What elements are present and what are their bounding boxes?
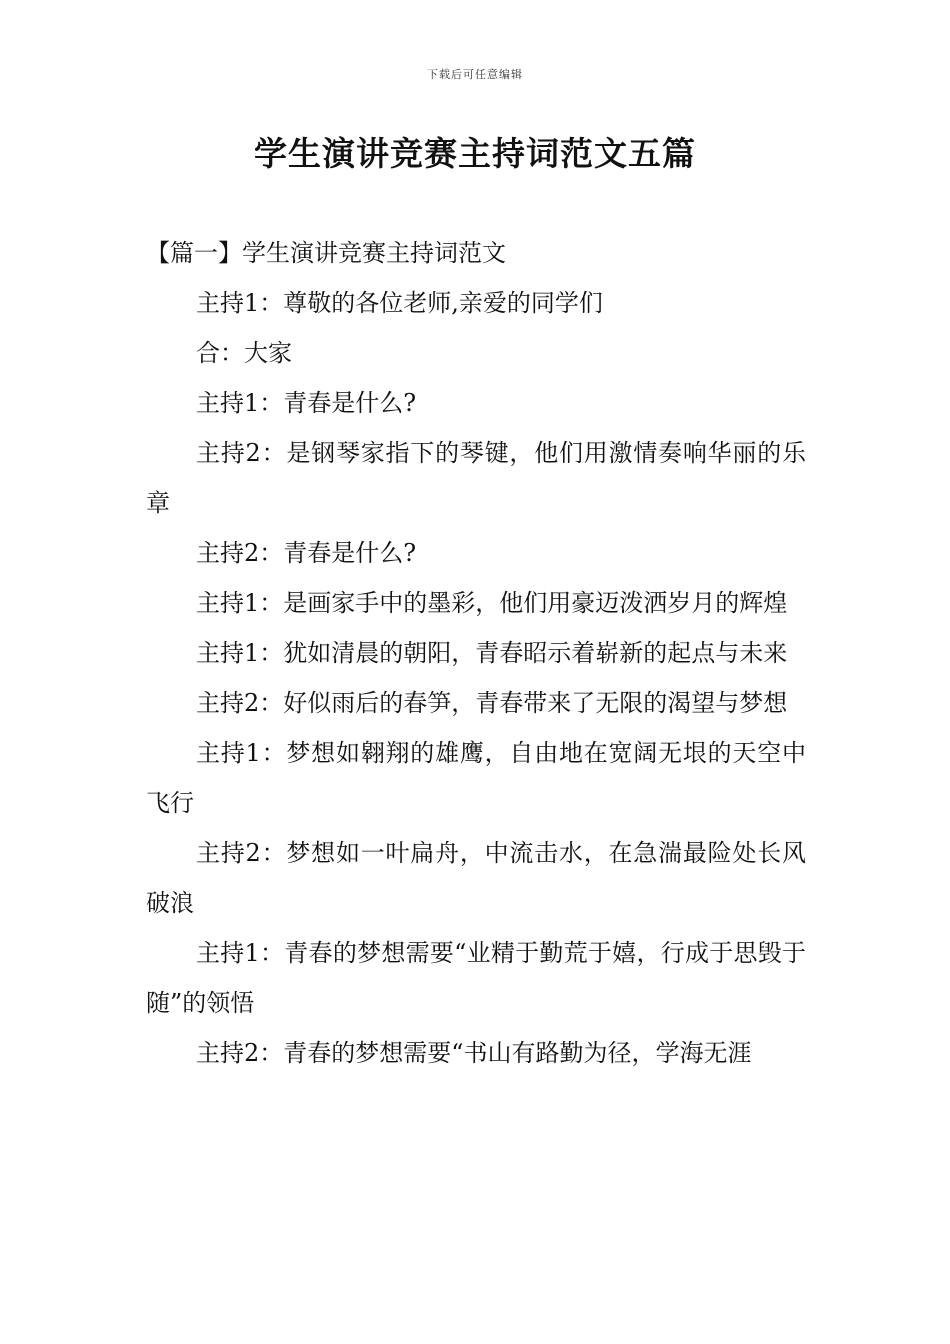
paragraph: 主持2：好似雨后的春笋，青春带来了无限的渴望与梦想 [196, 689, 788, 717]
header-note: 下载后可任意编辑 [427, 68, 523, 81]
paragraph: 主持1：青春是什么? [196, 389, 417, 417]
paragraph: 主持1：尊敬的各位老师,亲爱的同学们 [196, 289, 603, 317]
document-title: 学生演讲竞赛主持词范文五篇 [254, 134, 696, 173]
paragraph: 主持1：犹如清晨的朝阳，青春昭示着崭新的起点与未来 [196, 639, 788, 667]
paragraph: 主持2：是钢琴家指下的琴键，他们用激情奏响华丽的乐章 [146, 439, 806, 517]
document-body [146, 228, 806, 1078]
paragraph: 主持1：梦想如翱翔的雄鹰，自由地在宽阔无垠的天空中飞行 [146, 739, 806, 817]
paragraph: 主持1：青春的梦想需要“业精于勤荒于嬉，行成于思毁于随”的领悟 [146, 939, 806, 1017]
section-heading: 【篇一】学生演讲竞赛主持词范文 [146, 239, 506, 267]
paragraph: 主持2：青春是什么? [196, 539, 417, 567]
paragraph: 主持2：梦想如一叶扁舟，中流击水，在急湍最险处长风破浪 [146, 839, 806, 917]
paragraph: 合：大家 [196, 339, 292, 367]
paragraph: 主持1：是画家手中的墨彩，他们用豪迈泼洒岁月的辉煌 [196, 589, 788, 617]
paragraph: 主持2：青春的梦想需要“书山有路勤为径，学海无涯 [196, 1039, 752, 1067]
